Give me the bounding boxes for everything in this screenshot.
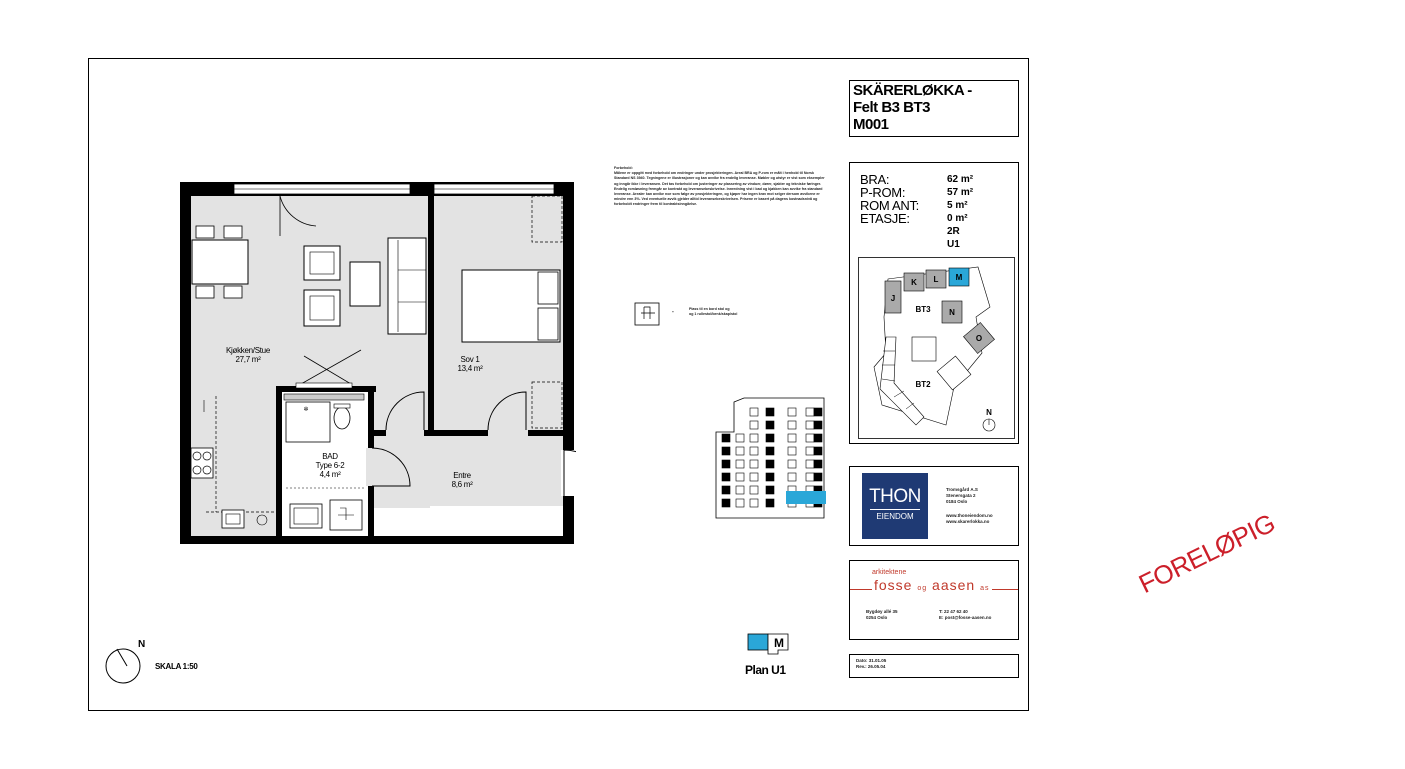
web-link[interactable]: www.thoneiendom.no	[946, 513, 993, 518]
unit-number: M001	[853, 116, 889, 133]
architect-name-part: aasen	[932, 577, 976, 593]
spec-label: ETASJE:	[860, 211, 910, 226]
facade-window	[788, 460, 796, 468]
facade-window	[814, 408, 822, 416]
room-area: 4,4 m²	[319, 470, 341, 479]
developer-web	[946, 513, 993, 525]
facade-window	[736, 447, 744, 455]
revision-line: Rev.: 26.05.04	[856, 664, 886, 669]
facade-window	[806, 434, 814, 442]
facade-window	[722, 434, 730, 442]
title-block	[849, 80, 1019, 137]
specs-block	[849, 162, 1019, 444]
architect-contact	[939, 609, 991, 621]
facade-window	[766, 499, 774, 507]
room-name: BAD	[322, 452, 338, 461]
contact-line[interactable]: E: post@fosse-aasen.no	[939, 615, 992, 620]
notes-body: Målene er oppgitt med forbehold om endringer under prosjekteringen. Areal BRA og P-rom er målt i henhold til Norsk Standard NS 3940. Tegningene er illustrasjoner og kan avvike fra endelig leveranse. Møbler og utstyr er vist som eksempler og inngår ikke i leveransen. Det tas forbehold om justeringer av plassering av vinduer, dører, sjakter og tekniske føringer. Endelig romløsning fremgår av kontrakt og leveransebeskrivelse. Innredning vist i bad og kjøkken kan avvike fra standard leveranse. Arealer kan avvike noe som følge av prosjekteringen, og kjøper har ingen krav mot selger dersom avvikene er mindre enn 3%. Ved eventuelle avvik gjelder alltid leveransebeskrivelsen. Prisene er basert på dagens kostnadsnivå og forbeholdt endringer frem til kontraktsinngåelse.	[614, 171, 825, 207]
address-line: 0184 Oslo	[946, 499, 968, 504]
preliminary-stamp: FORELØPIG	[1134, 507, 1280, 599]
address-line: 0254 Oslo	[866, 615, 888, 620]
facade-window	[750, 473, 758, 481]
spec-labels	[860, 173, 919, 225]
date-block	[849, 654, 1019, 678]
site-label-o: O	[975, 334, 983, 343]
architect-name-part: fosse	[874, 577, 913, 593]
address-line: Bygdøy allé 35	[866, 609, 898, 614]
legend-text	[689, 307, 809, 317]
facade-window	[788, 408, 796, 416]
logo-top: THON	[869, 486, 921, 507]
room-area: 27,7 m²	[235, 355, 261, 364]
facade-window	[814, 447, 822, 455]
building-facade	[714, 392, 830, 524]
room-type: Type 6-2	[315, 461, 345, 470]
facade-window	[736, 486, 744, 494]
facade-window	[814, 421, 822, 429]
architect-block	[849, 560, 1019, 640]
facade-window	[766, 486, 774, 494]
facade-window	[766, 460, 774, 468]
north-arrow-icon	[103, 646, 143, 686]
site-label-bt2: BT2	[915, 380, 931, 389]
project-title: SKÄRERLØKKA -	[853, 82, 972, 99]
facade-window	[750, 434, 758, 442]
facade-window	[750, 486, 758, 494]
facade-window	[788, 421, 796, 429]
architect-name-og: og	[917, 585, 928, 592]
room-area: 8,6 m²	[451, 480, 473, 489]
apartment-highlight	[786, 491, 826, 504]
facade-window	[814, 473, 822, 481]
room-name: Entre	[453, 471, 471, 480]
spec-label: ROM ANT:	[860, 198, 919, 213]
facade-window	[806, 421, 814, 429]
spec-value: 57 m²	[947, 187, 974, 198]
room-label-bath	[300, 452, 360, 479]
spec-value: U1	[947, 239, 960, 250]
site-label-n: N	[949, 308, 955, 317]
facade-window	[750, 408, 758, 416]
entry-storage	[374, 508, 564, 536]
web-link[interactable]: www.skarerlokka.no	[946, 519, 990, 524]
site-label-j: J	[890, 294, 896, 303]
logo-bottom: EIENDOM	[876, 512, 914, 521]
legend-dash: -	[672, 309, 674, 315]
facade-window	[806, 460, 814, 468]
spec-value: 62 m²	[947, 174, 974, 185]
facade-window	[766, 434, 774, 442]
facade-window	[722, 499, 730, 507]
room-area: 13,4 m²	[457, 364, 483, 373]
floor-plan	[176, 178, 576, 550]
room-label-entry	[432, 471, 492, 489]
spec-values	[947, 173, 973, 251]
facade-window	[750, 499, 758, 507]
facade-window	[806, 408, 814, 416]
facade-window	[750, 460, 758, 468]
room-name: Sov 1	[460, 355, 480, 364]
site-label-bt3: BT3	[915, 305, 931, 314]
facade-window	[766, 473, 774, 481]
facade-window	[750, 421, 758, 429]
plan-key-icon	[746, 632, 792, 656]
site-label-k: K	[911, 278, 917, 287]
architect-prefix: arkitektene	[872, 569, 907, 576]
notes-block	[614, 166, 826, 208]
room-label-bedroom	[438, 355, 502, 373]
facade-window	[806, 473, 814, 481]
facade-window	[736, 434, 744, 442]
spec-label: BRA:	[860, 172, 890, 187]
date-line: Dato: 31.01.05	[856, 658, 887, 663]
site-north-label: N	[986, 408, 992, 417]
facade-window	[750, 447, 758, 455]
facade-window	[736, 499, 744, 507]
architect-name-suffix: as	[980, 585, 990, 592]
facade-window	[814, 460, 822, 468]
facade-window	[788, 434, 796, 442]
facade-window	[806, 447, 814, 455]
plan-caption: Plan U1	[745, 663, 786, 677]
spec-value: 0 m²	[947, 213, 968, 224]
spec-value: 5 m²	[947, 200, 968, 211]
architect-address	[866, 609, 898, 621]
room-label-kitchen	[208, 346, 288, 364]
facade-window	[722, 460, 730, 468]
facade-window	[736, 473, 744, 481]
site-plan	[858, 257, 1015, 439]
project-field: Felt B3 BT3	[853, 99, 931, 116]
legend-line: og 1 rullestol/benk/skap/stol	[689, 312, 738, 317]
legend-line: Plass til en bord stol og	[689, 307, 730, 311]
facade-window	[766, 421, 774, 429]
spec-label: P-ROM:	[860, 185, 906, 200]
developer-block	[849, 466, 1019, 546]
contact-line: T: 22 47 62 40	[939, 609, 968, 614]
architect-name	[872, 578, 992, 596]
site-label-l: L	[933, 275, 939, 284]
north-label: N	[138, 639, 146, 650]
developer-address	[946, 487, 978, 505]
facade-window	[722, 447, 730, 455]
facade-window	[814, 434, 822, 442]
room-name: Kjøkken/Stue	[226, 346, 270, 355]
spec-value: 2R	[947, 226, 960, 237]
wheelchair-turning-icon	[634, 302, 660, 326]
facade-window	[736, 460, 744, 468]
notes-title: Forbehold:	[614, 166, 633, 170]
facade-window	[788, 473, 796, 481]
plan-key-letter: M	[774, 636, 784, 650]
facade-window	[766, 408, 774, 416]
site-label-m: M	[955, 273, 963, 282]
address-line: Tromsgård A.S	[946, 487, 978, 492]
facade-window	[766, 447, 774, 455]
facade-window	[722, 473, 730, 481]
scale-label: SKALA 1:50	[155, 662, 198, 671]
thon-logo	[862, 473, 928, 539]
facade-window	[788, 447, 796, 455]
address-line: Stenersgata 2	[946, 493, 976, 498]
facade-window	[722, 486, 730, 494]
shower-mark: ✲	[303, 407, 309, 413]
